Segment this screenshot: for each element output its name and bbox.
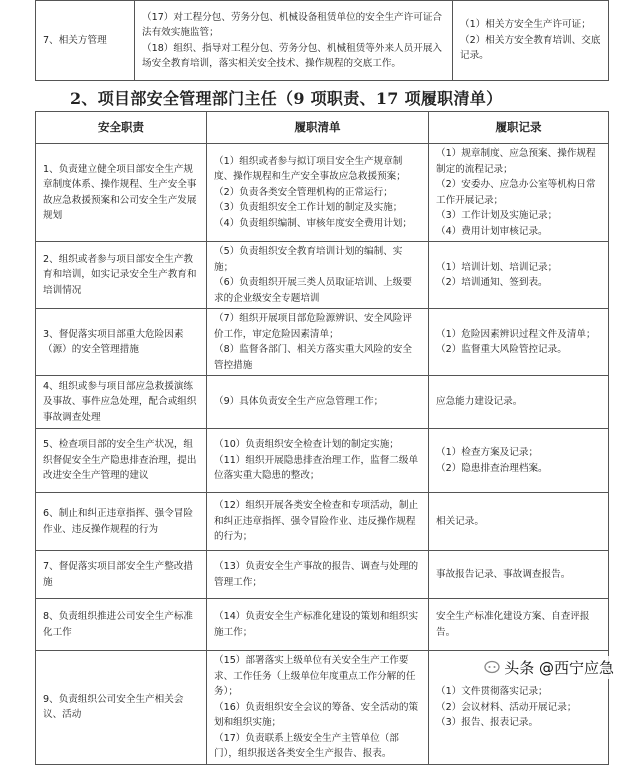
record-item: （2）培训通知、签到表。 <box>436 277 548 288</box>
duty-cell: 5、检查项目部的安全生产状况，组织督促安全生产隐患排查治理，提出改进安全生产管理的建议 <box>36 429 207 493</box>
list-item: （18）组织、指导对工程分包、劳务分包、机械租赁等外来人员开展入场安全教育培训，落实相关安全技术、操作规程的交底工作。 <box>142 42 443 69</box>
list-item: （11）组织开展隐患排查治理工作，监督二级单位落实重大隐患的整改； <box>214 454 419 482</box>
record-item: 相关记录。 <box>436 515 484 527</box>
list-item: （14）负责安全生产标准化建设的策划和组织实施工作； <box>214 611 419 638</box>
list-item: （9）具体负责安全生产应急管理工作； <box>214 396 384 408</box>
watermark-text: 头条 @西宁应急 <box>504 659 614 677</box>
top-table <box>35 0 609 81</box>
list-cell <box>207 551 429 599</box>
record-cell <box>429 309 609 376</box>
duty-cell: 3、督促落实项目部重大危险因素（源）的安全管理措施 <box>36 309 207 376</box>
duty-cell: 7、督促落实项目部安全生产整改措施 <box>36 551 207 599</box>
list-item: （10）负责组织安全检查计划的制定实施； <box>214 439 399 451</box>
list-item: （17）负责联系上级安全生产主管单位（部门），组织报送各类安全生产报告、报表。 <box>214 732 399 759</box>
record-item: （3）工作计划及实施记录； <box>436 210 558 221</box>
list-item: （5）负责组织安全教育培训计划的编制、实施； <box>214 246 403 273</box>
table-row <box>36 429 609 493</box>
record-item: （2）会议材料、活动开展记录； <box>436 701 577 713</box>
list-cell <box>207 599 429 651</box>
record-cell <box>429 144 609 242</box>
record-cell <box>429 493 609 551</box>
record-cell <box>453 1 609 81</box>
record-cell <box>429 429 609 493</box>
record-cell <box>429 599 609 651</box>
table-row <box>36 376 609 429</box>
table-row <box>36 1 609 81</box>
list-item: （17）对工程分包、劳务分包、机械设备租赁单位的安全生产许可证合法有效实施监管； <box>142 11 443 38</box>
section-title: 2、项目部安全管理部门主任（9 项职责、17 项履职清单） <box>70 89 503 108</box>
table-row <box>36 551 609 599</box>
list-cell <box>135 1 453 81</box>
list-item: （2）负责各类安全管理机构的正常运行； <box>214 186 393 198</box>
record-cell <box>429 242 609 309</box>
table-row <box>36 242 609 309</box>
record-item: （1）检查方案及记录； <box>436 447 539 458</box>
list-item: （6）负责组织开展三类人员取证培训、上级要求的企业级安全专题培训 <box>214 277 412 304</box>
record-cell <box>429 376 609 429</box>
list-cell <box>207 242 429 309</box>
duty-cell: 1、负责建立健全项目部安全生产规章制度体系、操作规程、生产安全事故应急救援预案和公司安全生产发展规划 <box>36 144 207 242</box>
record-item: （2）安委办、应急办公室等机构日常工作开展记录； <box>436 179 596 206</box>
record-item: （3）报告、报表记录。 <box>436 717 539 728</box>
list-item: （8）监督各部门、相关方落实重大风险的安全管控措施 <box>214 344 412 371</box>
duty-cell: 8、负责组织推进公司安全生产标准化工作 <box>36 599 207 651</box>
record-cell <box>429 551 609 599</box>
record-item: （1）危险因素辨识过程文件及清单； <box>436 328 596 340</box>
list-item: （4）负责组织编制、审核年度安全费用计划； <box>214 217 412 229</box>
record-item: （1）规章制度、应急预案、操作规程制定的流程记录； <box>436 148 596 175</box>
record-item: 事故报告记录、事故调查报告。 <box>436 568 571 580</box>
table-header-row <box>36 112 609 144</box>
record-item: （2）隐患排查治理档案。 <box>436 462 548 474</box>
record-item: （1）培训计划、培训记录； <box>436 261 558 273</box>
header-duty: 安全职责 <box>36 112 207 144</box>
table-row <box>36 309 609 376</box>
list-item: （1）组织或者参与拟订项目安全生产规章制度、操作规程和生产安全事故应急救援预案； <box>214 155 406 183</box>
list-item: （15）部署落实上级单位有关安全生产工作要求、工作任务（上级单位年度重点工作分解的任务）； <box>214 655 416 697</box>
record-item: （1）相关方安全生产许可证； <box>460 19 591 31</box>
list-cell <box>207 376 429 429</box>
record-item: （2）相关方安全教育培训、交底记录。 <box>460 34 601 62</box>
list-cell <box>207 429 429 493</box>
table-row <box>36 599 609 651</box>
record-item: 应急能力建设记录。 <box>436 396 523 408</box>
list-item: （7）组织开展项目部危险源辨识、安全风险评价工作，审定危险因素清单； <box>214 313 412 340</box>
record-item: （4）费用计划审核记录。 <box>436 225 548 237</box>
list-cell <box>207 651 429 765</box>
watermark <box>480 656 618 679</box>
list-cell <box>207 144 429 242</box>
record-item: 安全生产标准化建设方案、自查评报告。 <box>436 611 590 638</box>
duty-cell: 6、制止和纠正违章指挥、强令冒险作业、违反操作规程的行为 <box>36 493 207 551</box>
duty-cell: 9、负责组织公司安全生产相关会议、活动 <box>36 651 207 765</box>
list-item: （13）负责安全生产事故的报告、调查与处理的管理工作； <box>214 561 419 588</box>
list-item: （16）负责组织安全会议的筹备、安全活动的策划和组织实施； <box>214 701 419 728</box>
table-row <box>36 144 609 242</box>
record-item: （2）监督重大风险管控记录。 <box>436 344 567 355</box>
list-cell <box>207 493 429 551</box>
duty-cell: 2、组织或者参与项目部安全生产教育和培训，如实记录安全生产教育和培训情况 <box>36 242 207 309</box>
list-item: （3）负责组织安全工作计划的制定及实施； <box>214 202 403 214</box>
duty-cell: 4、组织或参与项目部应急救援演练及事故、事件应急处理，配合或组织事故调查处理 <box>36 376 207 429</box>
chat-bubble-icon <box>484 660 500 676</box>
list-item: （12）组织开展各类安全检查和专项活动，制止和纠正违章指挥、强令冒险作业、违反操作规程的行为； <box>214 500 419 543</box>
list-cell <box>207 309 429 376</box>
duty-cell: 7、相关方管理 <box>36 1 135 81</box>
table-row <box>36 493 609 551</box>
record-item: （1）文件贯彻落实记录； <box>436 686 548 697</box>
header-list: 履职清单 <box>207 112 429 144</box>
header-record: 履职记录 <box>429 112 609 144</box>
